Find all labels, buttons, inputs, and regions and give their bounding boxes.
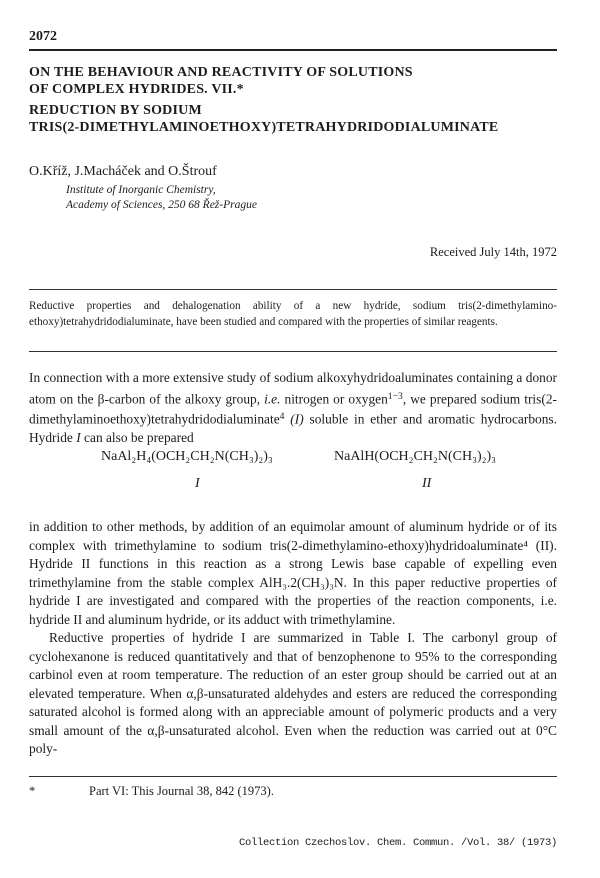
text-span: , we prepared sodium tris(2-dimethylaminoethoxy)tetrahydridodialuminate — [29, 390, 557, 427]
text-span: can also be prepared — [80, 430, 194, 446]
abstract-top-rule — [29, 289, 557, 290]
text-span: nitrogen or oxygen — [280, 390, 388, 406]
title-line: OF COMPLEX HYDRIDES. VII.* — [29, 82, 244, 97]
title-line: ON THE BEHAVIOUR AND REACTIVITY OF SOLUTIONS — [29, 65, 413, 80]
reference-marker: 1−3 — [387, 390, 403, 402]
text-span: soluble in ether and aromatic hydrocarbons. Hydride — [29, 411, 557, 446]
footnote-marker: * — [29, 784, 36, 798]
formula-label: I — [195, 476, 200, 491]
footnote — [29, 784, 274, 799]
received-date: Received July 14th, 1972 — [429, 245, 557, 259]
affiliation-line: Academy of Sciences, 250 68 Řež-Prague — [66, 199, 257, 211]
article-title — [29, 64, 569, 136]
header-rule — [29, 49, 557, 51]
formula-II: NaAlH(OCH₂CH₂N(CH₃)₂)₃ — [334, 449, 497, 464]
title-line: TRIS(2-DIMETHYLAMINOETHOXY)TETRAHYDRIDODIALUMINATE — [29, 120, 499, 135]
text-span: In connection with a more extensive study of sodium alkoxyhydridoaluminates containing a donor atom on the β-carbon of the alkoxy group, — [29, 370, 557, 406]
abstract-bottom-rule — [29, 351, 557, 352]
title-line: REDUCTION BY SODIUM — [29, 103, 202, 118]
paragraph-body — [29, 518, 557, 759]
formula-I: NaAl₂H₄(OCH₂CH₂N(CH₃)₂)₃ — [101, 449, 273, 464]
abstract: Reductive properties and dehalogenation ability of a new hydride, sodium tris(2-dimethylamino-ethoxy)tetrahydridodialuminate, have been studied and compared with the properties of similar reagents. — [29, 300, 557, 328]
footnote-text: Part VI: This Journal 38, 842 (1973). — [89, 784, 274, 798]
paragraph-intro — [29, 369, 557, 448]
footnote-rule — [29, 776, 557, 777]
compound-numeral: I — [76, 430, 81, 446]
paragraph-3: Reductive properties of hydride I are summarized in Table I. The carbonyl group of cyclohexanone is reduced quantitatively and that of benzophenone to 95% to the corresponding carbinol even at room temperature. The reduction of an ester group should be carried out at an elevated temperature. When α,β-unsaturated aldehydes and esters are reduced the corresponding saturated alcohol is formed along with an appreciable amount of polymeric products and a very small amount of the α,β-unsaturated alcohol. Even when the reduction was carried out at 0°C poly- — [29, 630, 557, 756]
compound-numeral: (I) — [290, 411, 304, 427]
affiliation — [66, 183, 257, 213]
text-span: i.e. — [264, 390, 281, 406]
reference-marker: 4 — [279, 411, 285, 423]
journal-footer: Collection Czechoslov. Chem. Commun. /Vol. 38/ (1973) — [238, 837, 557, 849]
formula-label: II — [422, 476, 432, 491]
paragraph-2: in addition to other methods, by addition of an equimolar amount of aluminum hydride or of its complex with trimethylamine to sodium tris(2-dimethylamino-ethoxy)hydridoaluminate⁴ (II). Hydride II functions in this reaction as a strong Lewis base capable of expelling even trimethylamine from the stable complex AlH₃.2(CH₃)₃N. In this paper reductive properties of hydride I are investigated and compared with the properties of the reaction components, i.e. hydride II and aluminum hydride, or its adduct with trimethylamine. — [29, 519, 557, 627]
affiliation-line: Institute of Inorganic Chemistry, — [66, 184, 216, 196]
page-number: 2072 — [29, 29, 57, 44]
authors: O.Kříž, J.Macháček and O.Štrouf — [29, 164, 217, 179]
